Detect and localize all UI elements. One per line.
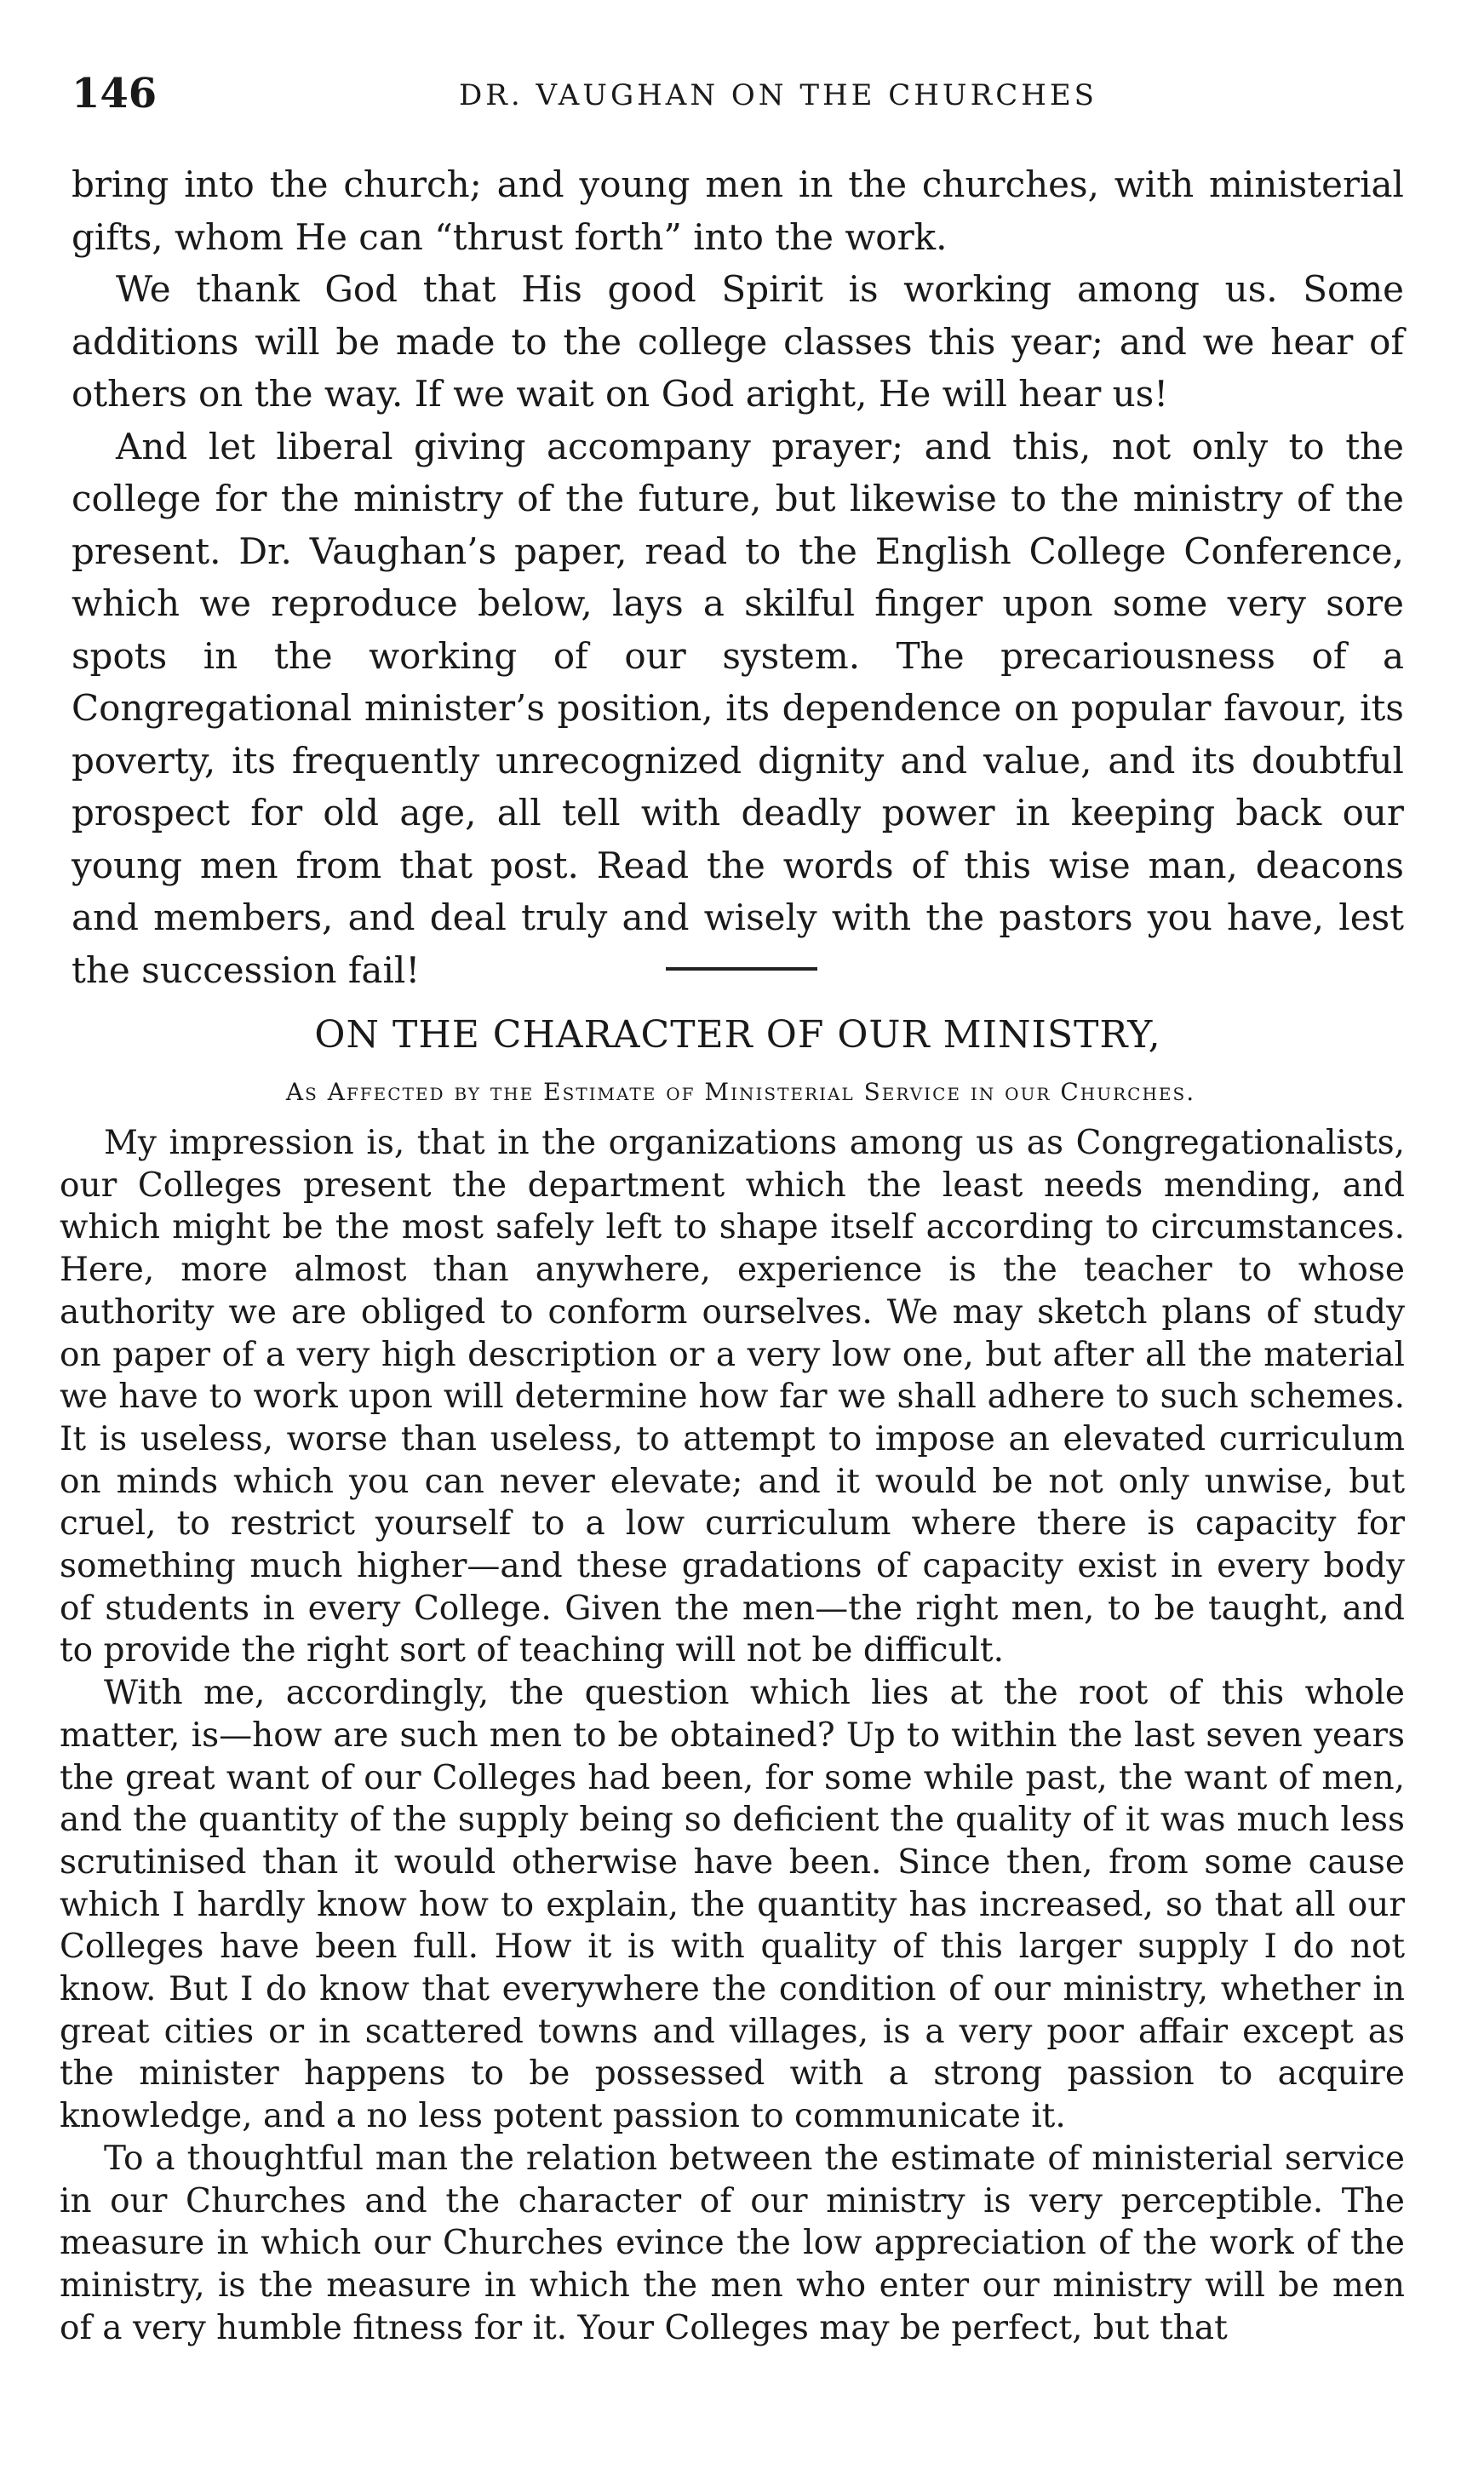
page-number: 146 bbox=[72, 70, 158, 117]
section-divider bbox=[666, 967, 817, 971]
intro-paragraph: And let liberal giving accompany prayer; and this, not only to the college for the ministry of the future, but likewise to the ministry of the present. Dr. Vaughan’s paper, read to the English College Conference, which we reproduce below, lays a skilful finger upon some very sore spots in the working of our system. The precariousness of a Congregational minister’s position, its dependence on popular favour, its poverty, its frequently unrecognized dignity and value, and its doubtful prospect for old age, all tell with deadly power in keeping back our young men from that post. Read the words of this wise man, deacons and members, and deal truly and wisely with the pastors you have, lest the succession fail! bbox=[72, 425, 1404, 991]
editorial-introduction bbox=[72, 158, 1404, 996]
article-subtitle: As Affected by the Estimate of Ministerial Service in our Churches. bbox=[285, 1078, 1196, 1106]
article-paragraph: With me, accordingly, the question which lies at the root of this whole matter, is—how are such men to be obtained? Up to within the last seven years the great want of our Colleges had been, for some while past, the want of men, and the quantity of the supply being so deficient the quality of it was much less scrutinised than it would otherwise have been. Since then, from some cause which I hardly know how to explain, the quantity has increased, so that all our Colleges have been full. How it is with quality of this larger supply I do not know. But I do know that everywhere the condition of our ministry, whether in great cities or in scattered towns and villages, is a very poor affair except as the minister happens to be possessed with a strong passion to acquire knowledge, and a no less potent passion to communicate it. bbox=[60, 1674, 1405, 2136]
running-title: DR. VAUGHAN ON THE CHURCHES bbox=[459, 78, 1097, 112]
article-paragraph: To a thoughtful man the relation between the estimate of ministerial service in our Churches and the character of our ministry is very perceptible. The measure in which our Churches evince the low appreciation of the work of the ministry, is the measure in which the men who enter our ministry will be men of a very humble fitness for it. Your Colleges may be perfect, but that bbox=[60, 2139, 1405, 2347]
article-paragraph: My impression is, that in the organizations among us as Congregationalists, our Colleges present the department which the least needs mending, and which might be the most safely left to shape itself according to circumstances. Here, more almost than anywhere, experience is the teacher to whose authority we are obliged to conform ourselves. We may sketch plans of study on paper of a very high description or a very low one, but after all the material we have to work upon will determine how far we shall adhere to such schemes. It is useless, worse than useless, to attempt to impose an elevated curriculum on minds which you can never elevate; and it would be not only unwise, but cruel, to restrict yourself to a low curriculum where there is capacity for something much higher—and these gradations of capacity exist in every body of students in every College. Given the men—the right men, to be taught, and to provide the right sort of teaching will not be difficult. bbox=[60, 1124, 1405, 1670]
intro-paragraph: bring into the church; and young men in the churches, with ministerial gifts, whom He can “thrust forth” into the work. bbox=[72, 163, 1404, 258]
article-title: ON THE CHARACTER OF OUR MINISTRY, bbox=[314, 1013, 1161, 1057]
running-head bbox=[72, 66, 1400, 126]
intro-paragraph: We thank God that His good Spirit is working among us. Some additions will be made to the college classes this year; and we hear of others on the way. If we wait on God aright, He will hear us! bbox=[72, 268, 1404, 415]
article-body bbox=[60, 1122, 1405, 2349]
